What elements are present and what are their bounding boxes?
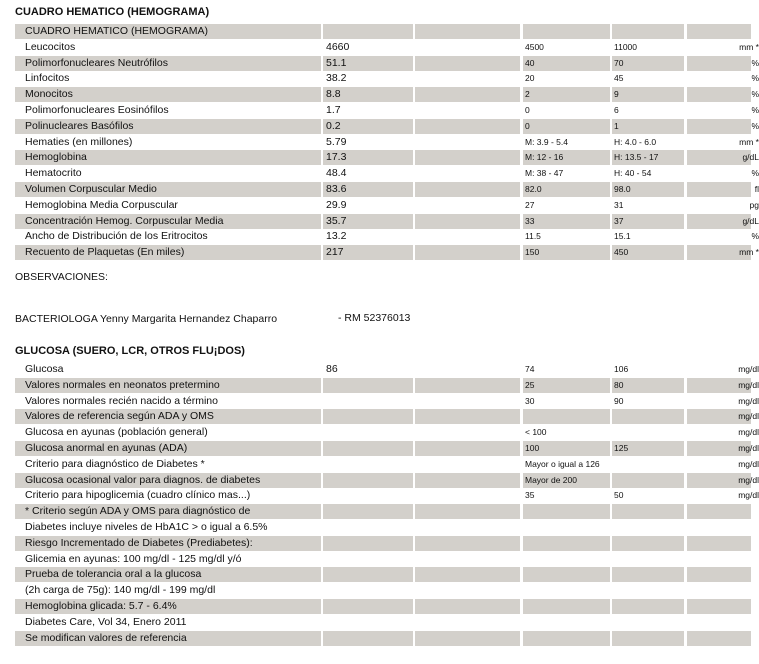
unit-label bbox=[687, 441, 759, 456]
table-row bbox=[15, 441, 759, 456]
table-row bbox=[15, 166, 759, 181]
test-name: Valores normales recién nacido a término bbox=[25, 394, 218, 407]
test-name: Concentración Hemog. Corpuscular Media bbox=[15, 214, 321, 229]
result-value bbox=[323, 567, 413, 582]
reference-max: 6 bbox=[614, 105, 619, 115]
reference-min bbox=[523, 552, 610, 567]
blank-cell bbox=[415, 71, 520, 86]
unit-text: mg/dl bbox=[738, 395, 759, 406]
reference-min: 4500 bbox=[525, 41, 544, 52]
result-value: 13.2 bbox=[326, 230, 347, 243]
reference-max bbox=[612, 599, 684, 614]
result-value: 0.2 bbox=[323, 119, 413, 134]
reference-min: 35 bbox=[525, 490, 535, 501]
reference-max bbox=[612, 409, 684, 424]
table-row bbox=[15, 362, 759, 377]
test-name: Diabetes incluye niveles de HbA1C > o igual a 6.5% bbox=[25, 521, 268, 533]
test-name: CUADRO HEMATICO (HEMOGRAMA) bbox=[15, 24, 321, 39]
unit-label bbox=[687, 40, 759, 55]
result-value: 8.8 bbox=[323, 87, 413, 102]
result-value: 48.4 bbox=[326, 167, 347, 180]
result-value: 217 bbox=[323, 245, 413, 260]
unit-text: mg/dl bbox=[738, 474, 759, 485]
reference-max bbox=[612, 583, 684, 598]
reference-max: 106 bbox=[614, 364, 629, 374]
reference-min: 11.5 bbox=[525, 231, 541, 242]
result-value: 17.3 bbox=[323, 150, 413, 165]
table-row bbox=[15, 520, 751, 535]
reference-max: 80 bbox=[612, 378, 684, 393]
blank-cell bbox=[415, 457, 520, 472]
table-row bbox=[15, 150, 759, 165]
reference-max: 15.1 bbox=[614, 231, 631, 242]
result-value: 86 bbox=[326, 363, 338, 375]
reference-min: 150 bbox=[523, 245, 610, 260]
result-value bbox=[323, 394, 413, 409]
test-name: Valores normales en neonatos pretermino bbox=[15, 378, 321, 393]
unit-text: % bbox=[751, 73, 759, 84]
reference-max bbox=[612, 631, 684, 646]
test-name: (2h carga de 75g): 140 mg/dl - 199 mg/dl bbox=[25, 584, 216, 597]
unit-label bbox=[687, 119, 759, 134]
unit-label bbox=[687, 166, 759, 181]
test-name: Polinucleares Basófilos bbox=[15, 119, 321, 134]
reference-max: 70 bbox=[612, 56, 684, 71]
unit-label bbox=[687, 615, 751, 630]
reference-min: 25 bbox=[523, 378, 610, 393]
reference-max bbox=[612, 504, 684, 519]
table-row bbox=[15, 473, 759, 488]
result-value bbox=[323, 409, 413, 424]
table-row bbox=[15, 103, 759, 118]
test-name: Glucosa ocasional valor para diagnos. de diabetes bbox=[15, 473, 321, 488]
reference-min: 74 bbox=[525, 364, 535, 374]
table-row bbox=[15, 631, 751, 646]
blank-cell bbox=[415, 552, 520, 567]
table-row bbox=[15, 24, 751, 39]
reference-max: 31 bbox=[614, 199, 624, 210]
unit-label bbox=[687, 473, 759, 488]
unit-text: % bbox=[751, 120, 759, 131]
unit-text: % bbox=[751, 231, 759, 242]
unit-label bbox=[687, 362, 759, 377]
unit-text: g/dL bbox=[742, 215, 759, 226]
blank-cell bbox=[415, 378, 520, 393]
bacteriologist-name: BACTERIOLOGA Yenny Margarita Hernandez Chaparro bbox=[15, 313, 278, 325]
unit-label bbox=[687, 583, 751, 598]
unit-text: mg/dl bbox=[738, 411, 759, 422]
reference-min: 100 bbox=[523, 441, 610, 456]
test-name: Riesgo Incrementado de Diabetes (Prediabetes): bbox=[15, 536, 321, 551]
test-name: Hematies (en millones) bbox=[25, 135, 133, 148]
result-value bbox=[323, 615, 413, 630]
reference-max: H: 13.5 - 17 bbox=[612, 150, 684, 165]
blank-cell bbox=[415, 615, 520, 630]
blank-cell bbox=[415, 182, 520, 197]
unit-text: fl bbox=[754, 184, 759, 194]
reference-min: 0 bbox=[523, 119, 610, 134]
table-row bbox=[15, 488, 759, 503]
unit-label bbox=[687, 56, 759, 71]
unit-text: mm * bbox=[739, 136, 759, 147]
test-name: Ancho de Distribución de los Eritrocitos bbox=[25, 230, 208, 243]
blank-cell bbox=[415, 473, 520, 488]
unit-label bbox=[687, 182, 759, 197]
reference-min bbox=[523, 599, 610, 614]
result-value: 4660 bbox=[326, 40, 350, 53]
test-name: Glucosa anormal en ayunas (ADA) bbox=[15, 441, 321, 456]
test-name: Recuento de Plaquetas (En miles) bbox=[15, 245, 321, 260]
reference-max: 450 bbox=[612, 245, 684, 260]
test-name: Leucocitos bbox=[25, 40, 76, 53]
blank-cell bbox=[415, 214, 520, 229]
reference-min bbox=[523, 583, 610, 598]
reference-max: 125 bbox=[612, 441, 684, 456]
unit-text: mm * bbox=[739, 41, 759, 52]
unit-label bbox=[687, 198, 759, 213]
test-name: Hemoglobina bbox=[15, 150, 321, 165]
test-name: Se modifican valores de referencia bbox=[15, 631, 321, 646]
reference-min bbox=[523, 24, 610, 39]
observations-label: OBSERVACIONES: bbox=[15, 271, 108, 283]
reference-min: M: 12 - 16 bbox=[523, 150, 610, 165]
test-name: Hemoglobina Media Corpuscular bbox=[25, 198, 178, 211]
table-row bbox=[15, 409, 759, 424]
unit-label bbox=[687, 103, 759, 118]
test-name: Polimorfonucleares Neutrófilos bbox=[15, 56, 321, 71]
unit-text: mg/dl bbox=[738, 458, 759, 469]
reference-max: 90 bbox=[614, 395, 624, 406]
reference-min bbox=[523, 520, 610, 535]
unit-label bbox=[687, 24, 751, 39]
test-name: Valores de referencia según ADA y OMS bbox=[15, 409, 321, 424]
hemograma-section-title: CUADRO HEMATICO (HEMOGRAMA) bbox=[15, 6, 210, 18]
unit-label bbox=[687, 488, 759, 503]
unit-text: mg/dl bbox=[738, 490, 759, 501]
result-value bbox=[323, 441, 413, 456]
result-value bbox=[323, 457, 413, 472]
table-row bbox=[15, 599, 751, 614]
result-value bbox=[323, 488, 413, 503]
reference-max: 37 bbox=[612, 214, 684, 229]
result-value: 83.6 bbox=[323, 182, 413, 197]
blank-cell bbox=[415, 504, 520, 519]
blank-cell bbox=[415, 166, 520, 181]
reference-max bbox=[612, 24, 684, 39]
reference-min: 2 bbox=[523, 87, 610, 102]
blank-cell bbox=[415, 536, 520, 551]
reference-max bbox=[612, 520, 684, 535]
reference-max: 45 bbox=[614, 73, 624, 84]
blank-cell bbox=[415, 488, 520, 503]
registration-number: - RM 52376013 bbox=[338, 312, 411, 324]
reference-max bbox=[612, 615, 684, 630]
result-value: 35.7 bbox=[323, 214, 413, 229]
unit-label bbox=[687, 135, 759, 150]
unit-label bbox=[687, 71, 759, 86]
table-row bbox=[15, 583, 751, 598]
table-row bbox=[15, 182, 759, 197]
blank-cell bbox=[415, 56, 520, 71]
reference-max bbox=[612, 567, 684, 582]
unit-text: g/dL bbox=[742, 152, 759, 163]
unit-label bbox=[687, 214, 759, 229]
table-row bbox=[15, 56, 759, 71]
reference-min: M: 38 - 47 bbox=[525, 168, 564, 179]
blank-cell bbox=[415, 103, 520, 118]
blank-cell bbox=[415, 599, 520, 614]
reference-min: 27 bbox=[525, 199, 535, 210]
test-name: Polimorfonucleares Eosinófilos bbox=[25, 104, 169, 116]
blank-cell bbox=[415, 119, 520, 134]
reference-max: 11000 bbox=[614, 41, 638, 52]
table-row bbox=[15, 245, 759, 260]
unit-label bbox=[687, 394, 759, 409]
unit-text: mm * bbox=[739, 247, 759, 258]
table-row bbox=[15, 504, 751, 519]
reference-max bbox=[612, 552, 684, 567]
reference-max bbox=[612, 457, 684, 472]
table-row bbox=[15, 378, 759, 393]
test-name: Criterio para diagnóstico de Diabetes * bbox=[25, 457, 205, 470]
test-name: Glucosa bbox=[25, 363, 64, 375]
result-value: 38.2 bbox=[326, 72, 347, 85]
table-row bbox=[15, 457, 759, 472]
unit-label bbox=[687, 552, 751, 567]
blank-cell bbox=[415, 631, 520, 646]
result-value bbox=[323, 631, 413, 646]
reference-max bbox=[612, 425, 684, 440]
reference-min: 20 bbox=[525, 73, 535, 84]
table-row bbox=[15, 71, 759, 86]
test-name: Criterio para hipoglicemia (cuadro clínico mas...) bbox=[25, 489, 251, 502]
blank-cell bbox=[415, 229, 520, 244]
blank-cell bbox=[415, 40, 520, 55]
unit-text: mg/dl bbox=[738, 364, 759, 374]
blank-cell bbox=[415, 409, 520, 424]
result-value: 51.1 bbox=[323, 56, 413, 71]
unit-label bbox=[687, 536, 751, 551]
reference-max: H: 4.0 - 6.0 bbox=[614, 136, 657, 147]
unit-label bbox=[687, 229, 759, 244]
glucosa-section-title: GLUCOSA (SUERO, LCR, OTROS FLU¡DOS) bbox=[15, 345, 245, 357]
blank-cell bbox=[415, 394, 520, 409]
result-value bbox=[323, 24, 413, 39]
test-name: Glucosa en ayunas (población general) bbox=[25, 426, 208, 439]
reference-max bbox=[612, 536, 684, 551]
result-value bbox=[323, 378, 413, 393]
table-row bbox=[15, 229, 759, 244]
reference-max: 98.0 bbox=[612, 182, 684, 197]
result-value bbox=[323, 504, 413, 519]
table-row bbox=[15, 135, 759, 150]
unit-text: % bbox=[751, 57, 759, 68]
table-row bbox=[15, 615, 751, 630]
reference-min: 40 bbox=[523, 56, 610, 71]
blank-cell bbox=[415, 24, 520, 39]
reference-min: Mayor o igual a 126 bbox=[525, 458, 600, 469]
unit-text: mg/dl bbox=[738, 379, 759, 390]
test-name: Hemoglobina glicada: 5.7 - 6.4% bbox=[15, 599, 321, 614]
result-value bbox=[323, 583, 413, 598]
unit-label bbox=[687, 87, 759, 102]
reference-min bbox=[523, 567, 610, 582]
test-name: Prueba de tolerancia oral a la glucosa bbox=[15, 567, 321, 582]
reference-min: 82.0 bbox=[523, 182, 610, 197]
test-name: Linfocitos bbox=[25, 72, 70, 85]
unit-label bbox=[687, 409, 759, 424]
blank-cell bbox=[415, 583, 520, 598]
unit-label bbox=[687, 425, 759, 440]
table-row bbox=[15, 425, 759, 440]
table-row bbox=[15, 214, 759, 229]
reference-min: M: 3.9 - 5.4 bbox=[525, 136, 568, 147]
table-row bbox=[15, 40, 759, 55]
blank-cell bbox=[415, 135, 520, 150]
reference-min bbox=[523, 504, 610, 519]
blank-cell bbox=[415, 362, 520, 377]
table-row bbox=[15, 87, 759, 102]
unit-label bbox=[687, 520, 751, 535]
result-value bbox=[323, 520, 413, 535]
unit-label bbox=[687, 457, 759, 472]
reference-max: H: 40 - 54 bbox=[614, 168, 652, 179]
table-row bbox=[15, 552, 751, 567]
reference-min: 33 bbox=[523, 214, 610, 229]
test-name: Volumen Corpuscular Medio bbox=[15, 182, 321, 197]
unit-text: pg bbox=[749, 199, 759, 210]
blank-cell bbox=[415, 198, 520, 213]
table-row bbox=[15, 198, 759, 213]
test-name: Glicemia en ayunas: 100 mg/dl - 125 mg/dl y/ó bbox=[25, 552, 242, 565]
reference-max: 1 bbox=[612, 119, 684, 134]
reference-min bbox=[523, 615, 610, 630]
unit-label bbox=[687, 567, 751, 582]
reference-min bbox=[523, 409, 610, 424]
unit-label bbox=[687, 599, 751, 614]
unit-label bbox=[687, 378, 759, 393]
blank-cell bbox=[415, 150, 520, 165]
result-value bbox=[323, 473, 413, 488]
reference-max bbox=[612, 473, 684, 488]
result-value bbox=[323, 599, 413, 614]
reference-min: 0 bbox=[525, 105, 530, 115]
blank-cell bbox=[415, 567, 520, 582]
result-value bbox=[323, 552, 413, 567]
unit-text: % bbox=[751, 105, 759, 115]
table-row bbox=[15, 536, 751, 551]
unit-text: % bbox=[751, 168, 759, 179]
table-row bbox=[15, 567, 751, 582]
unit-label bbox=[687, 150, 759, 165]
result-value: 5.79 bbox=[326, 135, 347, 148]
unit-label bbox=[687, 504, 751, 519]
reference-max: 9 bbox=[612, 87, 684, 102]
unit-text: % bbox=[751, 89, 759, 100]
result-value: 29.9 bbox=[326, 198, 347, 211]
test-name: Hematocrito bbox=[25, 167, 82, 180]
reference-min bbox=[523, 536, 610, 551]
table-row bbox=[15, 119, 759, 134]
reference-max: 50 bbox=[614, 490, 624, 501]
result-value bbox=[323, 425, 413, 440]
blank-cell bbox=[415, 425, 520, 440]
reference-min bbox=[523, 631, 610, 646]
reference-min: 30 bbox=[525, 395, 535, 406]
blank-cell bbox=[415, 87, 520, 102]
blank-cell bbox=[415, 245, 520, 260]
result-value bbox=[323, 536, 413, 551]
result-value: 1.7 bbox=[326, 104, 341, 116]
test-name: Diabetes Care, Vol 34, Enero 2011 bbox=[25, 615, 187, 628]
unit-label bbox=[687, 245, 759, 260]
test-name: * Criterio según ADA y OMS para diagnóstico de bbox=[15, 504, 321, 519]
unit-text: mg/dl bbox=[738, 427, 759, 438]
table-row bbox=[15, 394, 759, 409]
reference-min: < 100 bbox=[525, 427, 547, 438]
test-name: Monocitos bbox=[15, 87, 321, 102]
blank-cell bbox=[415, 441, 520, 456]
blank-cell bbox=[415, 520, 520, 535]
unit-text: mg/dl bbox=[738, 443, 759, 453]
reference-min: Mayor de 200 bbox=[523, 473, 610, 488]
unit-label bbox=[687, 631, 751, 646]
